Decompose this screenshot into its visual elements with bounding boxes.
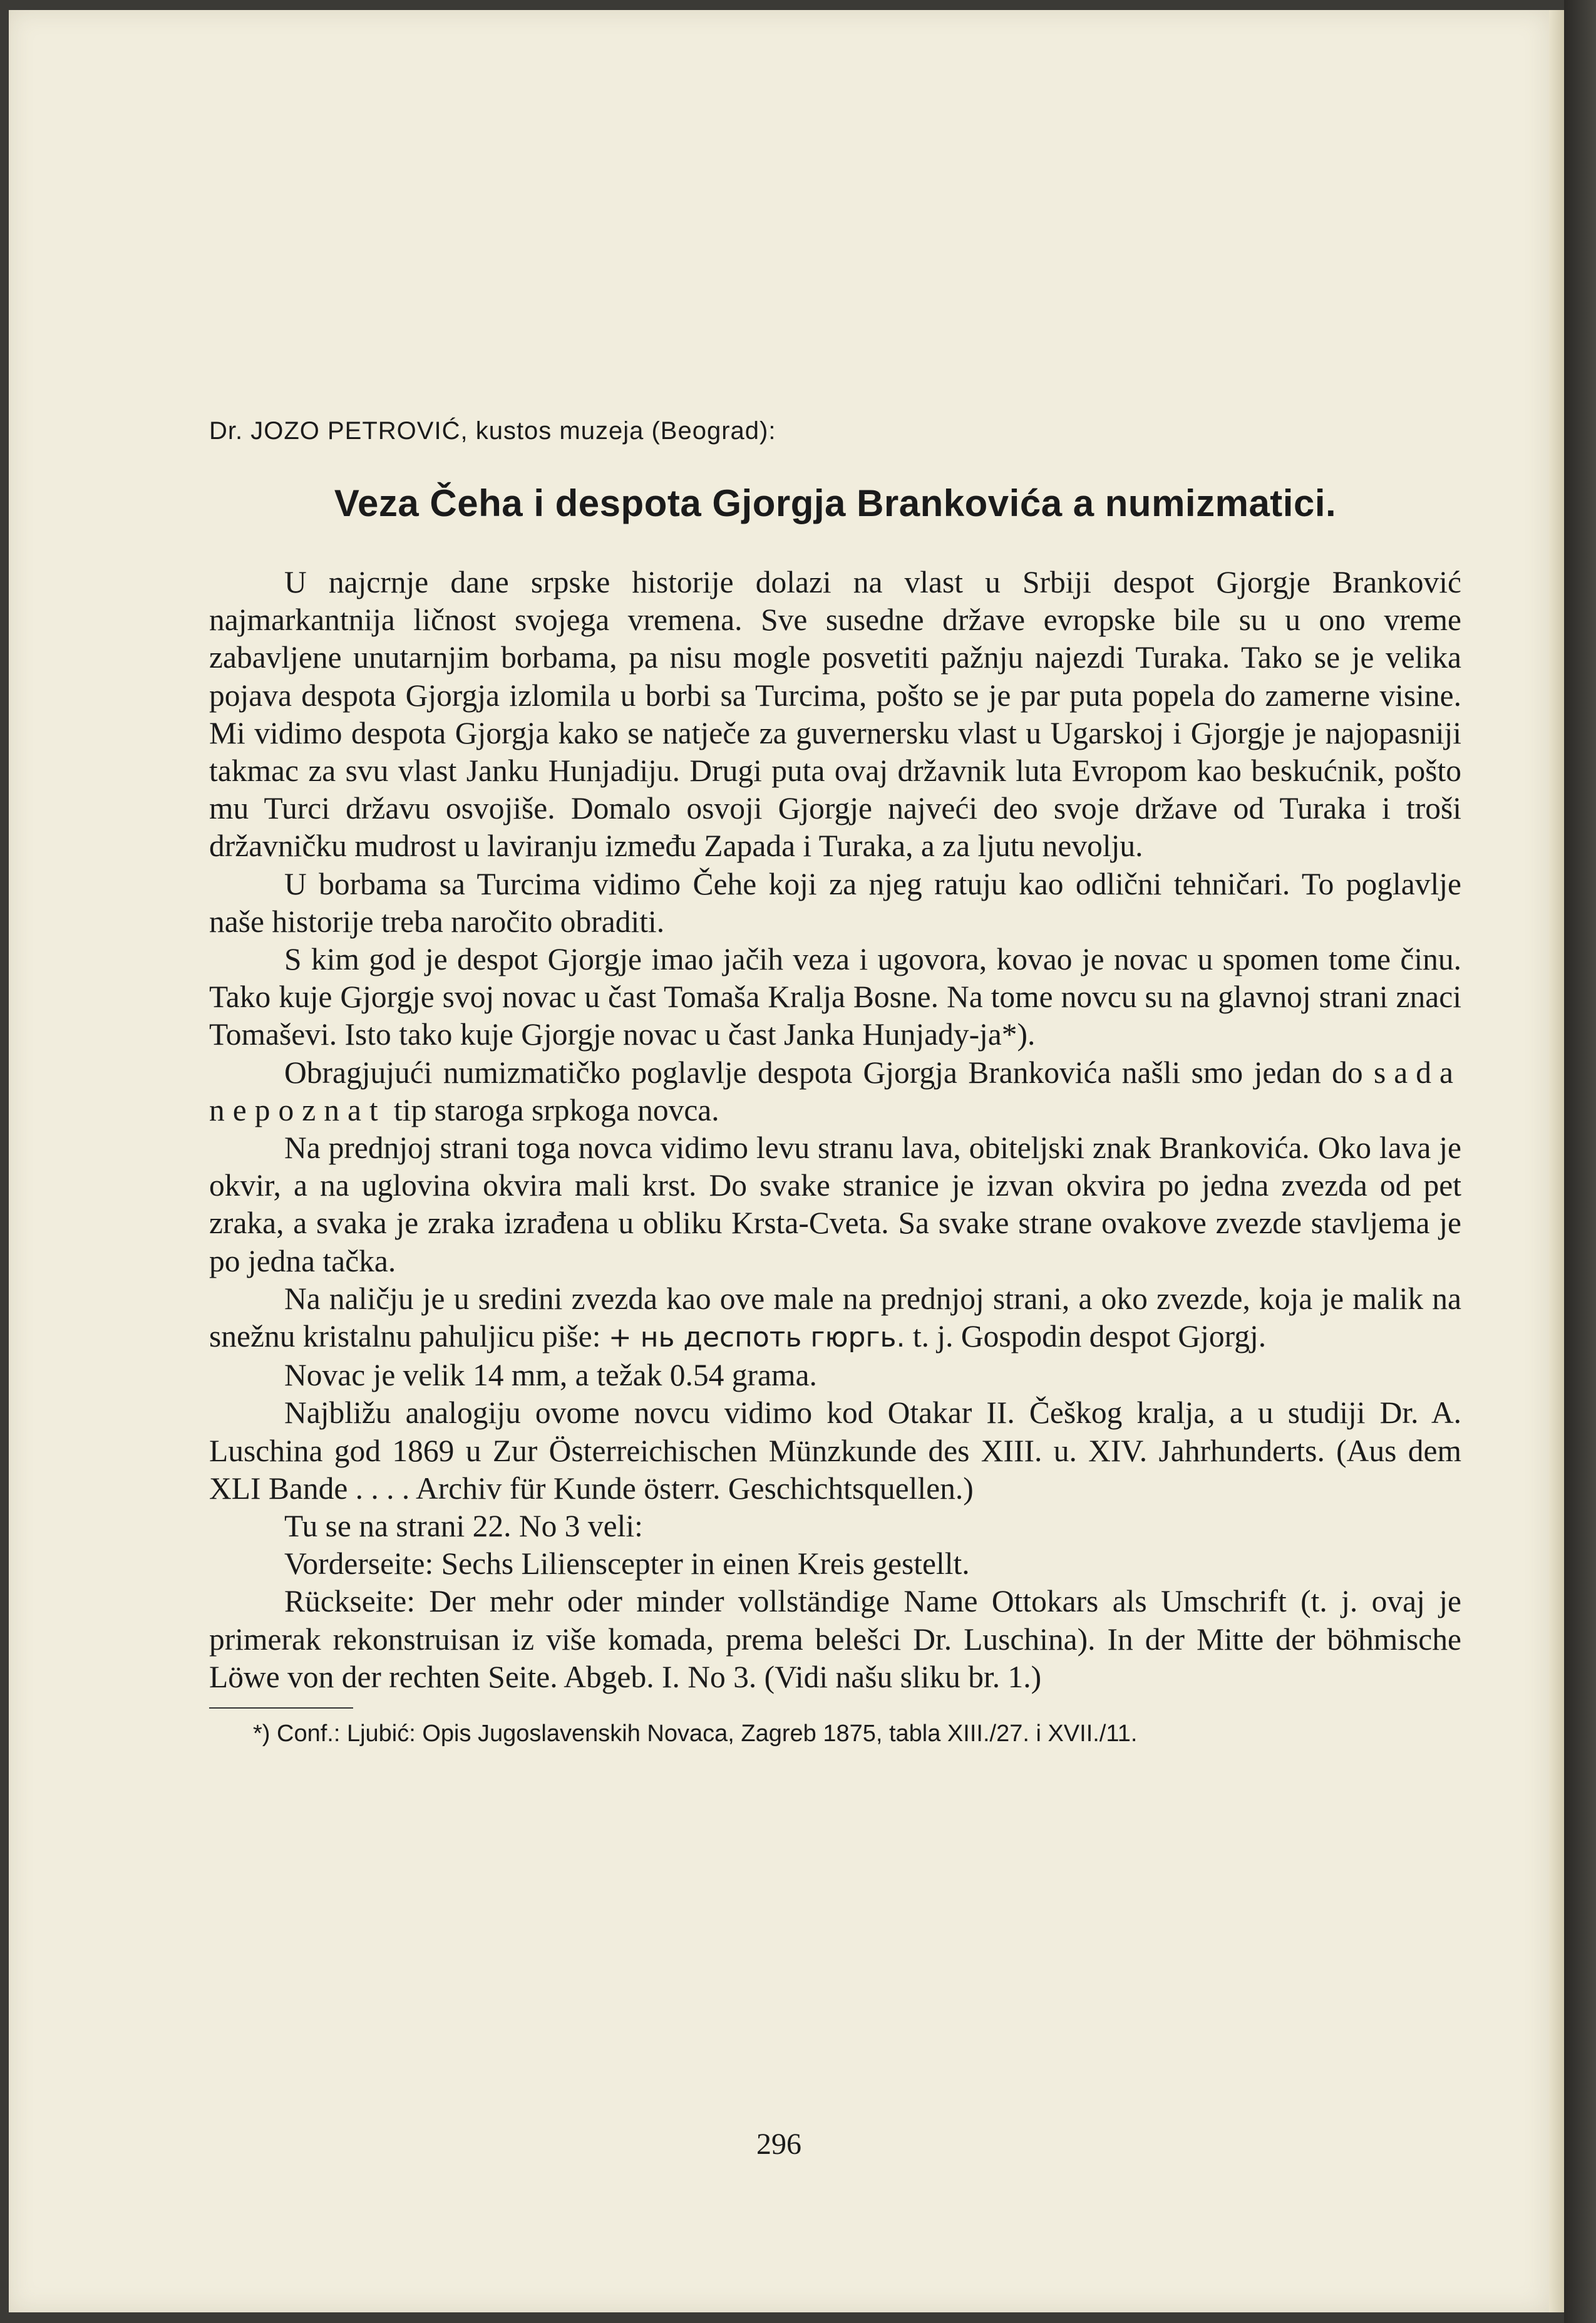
paragraph-6: [209, 1280, 1461, 1357]
paragraph-8: Najbližu analogiju ovome novcu vidimo kod Otakar II. Češkog kralja, a u studiji Dr. A. Luschina god 1869 u Zur Österreichischen Münzkunde des XIII. u. XIV. Jahrhunderts. (Aus dem XLI Bande . . . . Archiv für Kunde österr. Geschichtsquellen.): [209, 1395, 1461, 1506]
article-body: [209, 564, 1461, 1696]
coin-legend: + нь деспоть гюргь.: [608, 1322, 905, 1354]
footnote: *) Conf.: Ljubić: Opis Jugoslavenskih Novaca, Zagreb 1875, tabla XIII./27. i XVII./11.: [253, 1720, 1138, 1747]
paragraph-6-end: t. j. Gospodin despot Gjorgj.: [905, 1319, 1267, 1354]
page-number: 296: [756, 2128, 801, 2161]
page: [9, 10, 1549, 2312]
paragraph-4: [209, 1054, 1461, 1129]
spaced-emphasis: sada nepoznat: [209, 1055, 1461, 1127]
paragraph-1: U najcrnje dane srpske historije dolazi na vlast u Srbiji despot Gjorgje Branković najmarkantnija ličnost svojega vremena. Sve susedne države evropske bile su u ono vreme zabavljene unutarnjim borbama, pa nisu mogle posvetiti pažnju najezdi Turaka. Tako se je velika pojava despota Gjorgja izlomila u borbi sa Turcima, pošto se je par puta popela do zamerne visine. Mi vidimo despota Gjorgja kako se natječe za guvernersku vlast u Ugarskoj i Gjorgje je najopasniji takmac za svu vlast Janku Hunjadiju. Drugi puta ovaj državnik luta Evropom kao beskućnik, pošto mu Turci državu osvojiše. Domalo osvoji Gjorgje najveći deo svoje države od Turaka i troši državničku mudrost u laviranju između Zapada i Turaka, a za ljutu nevolju.: [209, 565, 1461, 864]
author-line: Dr. JOZO PETROVIĆ, kustos muzeja (Beograd):: [209, 417, 776, 445]
book-spine: [1564, 0, 1596, 2323]
article-title: Veza Čeha i despota Gjorgja Brankovića a numizmatici.: [334, 482, 1337, 524]
paragraph-11: Rückseite: Der mehr oder minder vollständige Name Ottokars als Umschrift (t. j. ovaj je primerak rekonstruisan iz više komada, prema belešci Dr. Luschina). In der Mitte der böhmische Löwe von der rechten Seite. Abgeb. I. No 3. (Vidi našu sliku br. 1.): [209, 1584, 1461, 1694]
footnote-divider: [209, 1707, 353, 1709]
paragraph-10: Vorderseite: Sechs Lilienscepter in einen Kreis gestellt.: [284, 1546, 970, 1581]
paragraph-3: S kim god je despot Gjorgje imao jačih veza i ugovora, kovao je novac u spomen tome činu. Tako kuje Gjorgje svoj novac u čast Tomaša Kralja Bosne. Na tome novcu su na glavnoj strani znaci Tomaševi. Isto tako kuje Gjorgje novac u čast Janka Hunjady-ja*).: [209, 942, 1461, 1052]
paragraph-4-start: Obragjujući numizmatičko poglavlje despota Gjorgja Brankovića našli smo jedan do: [284, 1055, 1374, 1090]
page-edge: [1549, 10, 1564, 2312]
paragraph-6-start: Na naličju je u sredini zvezda kao ove male na prednjoj strani, a oko zvezde, koja je malik na snežnu kristalnu pahuljicu piše:: [209, 1281, 1461, 1354]
article-content: [209, 417, 1461, 1749]
paragraph-5: Na prednjoj strani toga novca vidimo levu stranu lava, obiteljski znak Brankovića. Oko lava je okvir, a na uglovina okvira mali krst. Do svake stranice je izvan okvira po jedna zvezda od pet zraka, a svaka je zraka izrađena u obliku Krsta-Cveta. Sa svake strane ovakove zvezde stavljema je po jedna tačka.: [209, 1130, 1461, 1278]
paragraph-4-end: tip staroga srpkoga novca.: [386, 1092, 719, 1127]
paragraph-9: Tu se na strani 22. No 3 veli:: [284, 1509, 643, 1544]
paragraph-7: Novac je velik 14 mm, a težak 0.54 grama.: [284, 1358, 817, 1393]
paragraph-2: U borbama sa Turcima vidimo Čehe koji za njeg ratuju kao odlični tehničari. To poglavlje naše historije treba naročito obraditi.: [209, 866, 1461, 939]
